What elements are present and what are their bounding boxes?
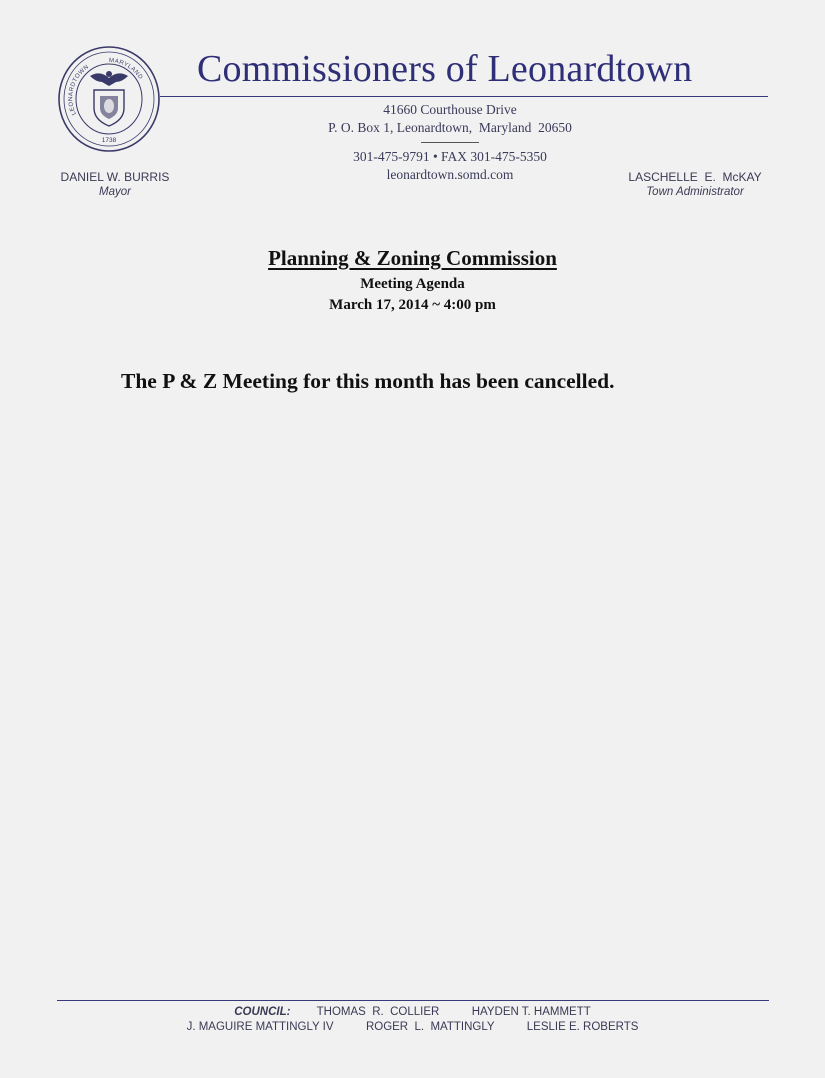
council-label: COUNCIL: bbox=[234, 1006, 291, 1018]
website: leonardtown.somd.com bbox=[386, 167, 514, 182]
council-member: THOMAS R. COLLIER bbox=[316, 1006, 440, 1018]
address-line-po-box: P. O. Box 1, Leonardtown, Maryland 20650 bbox=[328, 120, 572, 135]
administrator-role: Town Administrator bbox=[646, 186, 744, 198]
address-divider bbox=[421, 142, 479, 143]
header-divider bbox=[160, 96, 768, 97]
town-seal-icon bbox=[56, 44, 162, 154]
mayor-role: Mayor bbox=[99, 186, 131, 198]
administrator-name: LASCHELLE E. McKAY bbox=[628, 170, 762, 184]
svg-text:LEONARDTOWN bbox=[68, 64, 90, 116]
seal-year: 1738 bbox=[101, 137, 117, 144]
address-block bbox=[300, 101, 600, 184]
footer-divider bbox=[57, 1000, 769, 1001]
council-line-2 bbox=[0, 1021, 825, 1033]
council-member: J. MAGUIRE MATTINGLY IV bbox=[186, 1021, 334, 1033]
meeting-date-time: March 17, 2014 ~ 4:00 pm bbox=[329, 297, 496, 313]
council-member: HAYDEN T. HAMMETT bbox=[471, 1006, 591, 1018]
council-line-1 bbox=[0, 1006, 825, 1018]
phone-fax: 301-475-9791 • FAX 301-475-5350 bbox=[353, 149, 547, 164]
mayor-name: DANIEL W. BURRIS bbox=[60, 170, 170, 184]
council-member: LESLIE E. ROBERTS bbox=[526, 1021, 639, 1033]
organization-title: Commissioners of Leonardtown bbox=[197, 48, 693, 90]
council-member: ROGER L. MATTINGLY bbox=[365, 1021, 495, 1033]
commission-title bbox=[0, 246, 825, 271]
meeting-agenda-label: Meeting Agenda bbox=[360, 276, 465, 292]
cancellation-notice: The P & Z Meeting for this month has been cancelled. bbox=[121, 369, 615, 393]
seal-ring-text-left: LEONARDTOWN bbox=[68, 64, 91, 116]
address-line-street: 41660 Courthouse Drive bbox=[383, 102, 517, 117]
mayor-block bbox=[50, 170, 180, 200]
administrator-block bbox=[620, 170, 770, 200]
seal-ring-text-right: MARYLAND bbox=[108, 57, 144, 81]
commission-title-text: Planning & Zoning Commission bbox=[268, 246, 557, 270]
